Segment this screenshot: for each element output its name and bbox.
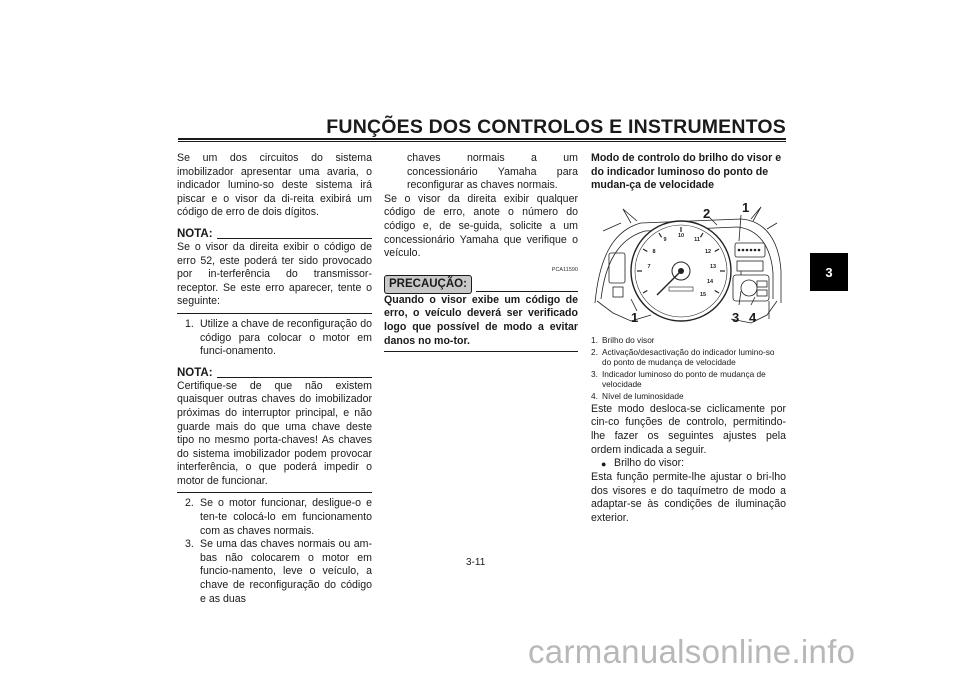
step-3-text: Se uma das chaves normais ou am-bas não colocarem o motor em funcio-namento, leve o veículo, a chave de reconfiguração do código e as duas xyxy=(200,538,372,605)
nota-2-header xyxy=(177,367,372,380)
caption-number: 3. xyxy=(591,368,598,379)
caption-number: 4. xyxy=(591,390,598,401)
page-number: 3-11 xyxy=(466,557,486,568)
precaution-rule xyxy=(476,291,578,292)
nota-2-label: NOTA: xyxy=(177,366,213,379)
gauge-number-12: 12 xyxy=(704,248,712,255)
figure-caption-list xyxy=(591,335,786,401)
step-2-number: 2. xyxy=(185,497,194,510)
nota-1-header xyxy=(177,228,372,241)
column-1 xyxy=(177,152,372,606)
caption-number: 1. xyxy=(591,334,598,345)
precaution-text: Quando o visor exibe um código de erro, o veículo deverá ser verificado logo que possível de modo a evitar danos no mo-tor. xyxy=(384,293,578,347)
page-header-title: FUNÇÕES DOS CONTROLOS E INSTRUMENTOS xyxy=(326,116,786,138)
step-1 xyxy=(185,318,372,359)
step-3 xyxy=(185,538,372,606)
header-rule xyxy=(178,138,786,140)
precaution-label: PRECAUÇÃO: xyxy=(384,275,472,294)
nota-1-end-rule xyxy=(177,313,372,314)
callout-3: 3 xyxy=(732,309,740,325)
watermark: carmanualsonline.info xyxy=(528,633,856,670)
gauge-number-11: 11 xyxy=(694,236,700,243)
bullet-item xyxy=(601,457,786,471)
nota-2-text: Certifique-se de que não existem quaisquer outras chaves do imobilizador próximas do interruptor principal, e não guarde mais do que uma chave deste tipo no mesmo porta-chaves! As chaves do sistema imobilizador podem provocar interferência, o que poderá impedir o motor de funcionar. xyxy=(177,379,372,487)
nota-2-end-rule xyxy=(177,492,372,493)
caption-item xyxy=(591,347,786,367)
header-rule-thin xyxy=(178,141,786,142)
precaution-header xyxy=(384,275,578,294)
bullet-text: Esta função permite-lhe ajustar o bri-lho dos visores e do taquímetro de modo a adaptar-se às condições de iluminação exterior. xyxy=(591,471,786,524)
step-1-number: 1. xyxy=(185,317,194,330)
caption-item xyxy=(591,369,786,389)
caption-item xyxy=(591,391,786,401)
callout-4: 4 xyxy=(749,309,757,325)
error-code-paragraph: Se o visor da direita exibir qualquer código de erro, anote o número do código e, de se-guida, solicite a um concessionário Yamaha que verifique o veículo. xyxy=(384,192,578,260)
caption-text: Activação/desactivação do indicador lumino-so do ponto de mudança de velocidade xyxy=(602,346,775,367)
nota-1-rule xyxy=(217,238,372,239)
instrument-panel-figure xyxy=(591,201,786,329)
gauge-number-10: 10 xyxy=(677,232,685,239)
callout-2: 2 xyxy=(703,205,711,221)
mode-description: Este modo desloca-se ciclicamente por cin-co funções de controlo, permitindo-lhe fazer os seguintes ajustes pela ordem indicada a seguir. xyxy=(591,402,786,456)
callout-1-bottom: 1 xyxy=(631,309,639,325)
nota-2-rule xyxy=(217,377,372,378)
gauge-number-15: 15 xyxy=(699,291,707,298)
callout-1: 1 xyxy=(742,199,750,215)
step-1-text: Utilize a chave de reconfiguração do código para colocar o motor em funci-onamento. xyxy=(200,317,372,358)
caption-number: 2. xyxy=(591,346,598,357)
caption-text: Indicador luminoso do ponto de mudança de velocidade xyxy=(602,368,766,389)
precaution-end-rule xyxy=(384,351,578,352)
instrument-panel-illustration xyxy=(591,201,786,329)
bullet-label: Brilho do visor: xyxy=(614,457,685,470)
column-3 xyxy=(591,152,786,526)
intro-paragraph: Se um dos circuitos do sistema imobilizador apresentar uma avaria, o indicador lumino-so deste sistema irá piscar e o visor da di-reita exibirá um código de erro de dois dígitos. xyxy=(177,152,372,219)
gauge-number-9: 9 xyxy=(663,236,667,243)
gauge-number-8: 8 xyxy=(652,248,656,255)
step-3-number: 3. xyxy=(185,538,194,551)
gauge-number-7: 7 xyxy=(647,263,651,270)
precaution-code: PCA11590 xyxy=(551,266,578,273)
step-2-text: Se o motor funcionar, desligue-o e ten-te colocá-lo em funcionamento com as chaves normais. xyxy=(200,497,372,537)
gauge-number-13: 13 xyxy=(709,263,717,270)
section-title: Modo de controlo do brilho do visor e do indicador luminoso do ponto de mudan-ça de velocidade xyxy=(591,152,782,192)
nota-1-label: NOTA: xyxy=(177,227,213,240)
caption-text: Brilho do visor xyxy=(602,334,655,345)
column-2 xyxy=(384,152,578,352)
step-3-continuation: chaves normais a um concessionário Yamaha para reconfigurar as chaves normais. xyxy=(407,152,578,192)
step-2 xyxy=(185,497,372,538)
chapter-tab: 3 xyxy=(810,253,848,291)
caption-text: Nível de luminosidade xyxy=(602,390,684,401)
caption-item xyxy=(591,335,786,345)
gauge-number-14: 14 xyxy=(706,278,714,285)
bullet-dot-icon: ● xyxy=(601,459,607,470)
nota-1-text: Se o visor da direita exibir o código de erro 52, este poderá ter sido provocado por in-terferência do transmissor-receptor. Se este erro aparecer, tente o seguinte: xyxy=(177,240,372,308)
